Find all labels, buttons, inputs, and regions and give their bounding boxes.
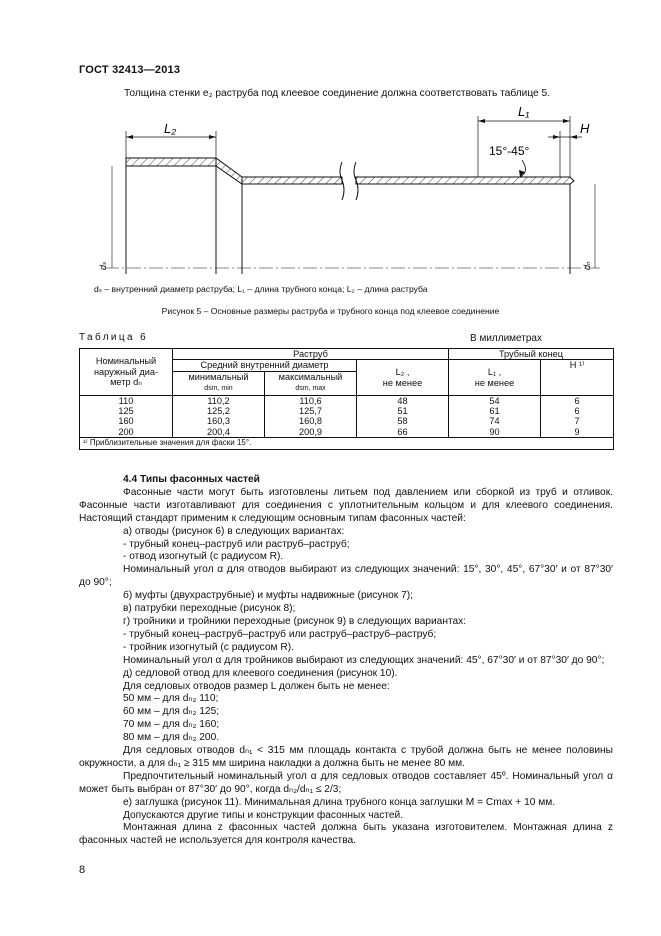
table-row: 110 110,2 110,6 48 54 6 (80, 395, 614, 406)
head-min: минимальный dsm, min (173, 371, 265, 395)
table-row: 160 160,3 160,8 58 74 7 (80, 416, 614, 426)
paragraph: Допускаются другие типы и конструкции фасонных частей. (123, 809, 404, 821)
table-row: 125 125,2 125,7 51 61 6 (80, 406, 614, 416)
paragraph: Номинальный угол α для отводов выбирают из следующих значений: 15°, 30°, 45°, 67°30′ и от 87°30′ до 90°; (79, 564, 613, 589)
head-nominal: Номинальный наружный диа- метр dₙ (80, 349, 173, 396)
list-item: - трубный конец–раструб–раструб или раструб–раструб–раструб; (123, 628, 437, 640)
list-item: 80 мм – для dₙ₂ 200. (123, 732, 220, 744)
dim-label-L2: L₂ (164, 121, 177, 136)
dim-label-ds: dₛ (98, 261, 108, 270)
paragraph: Номинальный угол α для тройников выбирают из следующих значений: 45°, 67°30′ и от 87°30′ до 90°; (123, 654, 605, 666)
list-item: а) отводы (рисунок 6) в следующих вариантах: (123, 525, 345, 537)
list-item: - отвод изогнутый (с радиусом R). (123, 551, 284, 563)
figure-legend: dₛ – внутренний диаметр раструба; L₁ – длина трубного конца; L₂ – длина раструба (94, 284, 428, 294)
dim-label-L1: L₁ (518, 104, 530, 119)
head-H: H ¹⁾ (541, 360, 614, 395)
document-header: ГОСТ 32413—2013 (79, 64, 181, 76)
table-units: В миллиметрах (470, 333, 542, 344)
list-item: - трубный конец–раструб или раструб–раструб; (123, 538, 350, 550)
list-item: - тройник изогнутый (с радиусом R). (123, 641, 294, 653)
list-item: б) муфты (двухраструбные) и муфты надвижные (рисунок 7); (123, 590, 413, 602)
section-body (79, 474, 613, 848)
list-item: д) седловой отвод для клеевого соединения (рисунок 10). (123, 667, 398, 679)
list-item: Для седловых отводов размер L должен быть не менее: (123, 680, 390, 692)
paragraph: Предпочтительный номинальный угол α для седловых отводов составляет 45º. Номинальный угол α может быть выбран от 87°30′ до 90°, когда dₙ₂/dₙ₁ ≤ 2/3; (79, 770, 613, 795)
paragraph: Для седловых отводов dₙ₁ < 315 мм площадь контакта с трубой должна быть не менее половины окружности, а для dₙ₁ ≥ 315 мм ширина накладки а должна быть не менее 80 мм. (79, 745, 613, 769)
figure-socket-spigot (0, 0, 661, 300)
list-item: 70 мм – для dₙ₂ 160; (123, 719, 220, 731)
angle-label: 15°-45° (489, 144, 530, 158)
head-L2: L₂ , не менее (357, 360, 449, 395)
paragraph: Фасонные части могут быть изготовлены литьем под давлением или сборкой из труб и отливок. Фасонные части изготавливают для соединения с уплотнительным кольцом и для клеевого соединения. Настоящий стандарт применим к следующим основным типам фасонных частей: (79, 486, 613, 524)
page-number: 8 (79, 864, 86, 876)
head-max: максимальный dsm, max (265, 371, 357, 395)
list-item: г) тройники и тройники переходные (рисунок 9) в следующих вариантах: (123, 615, 467, 627)
list-item: в) патрубки переходные (рисунок 8); (123, 603, 296, 615)
figure-caption: Рисунок 5 – Основные размеры раструба и трубного конца под клеевое соединение (161, 306, 500, 316)
socket-wall (126, 158, 242, 184)
table-footnote: ¹⁾ Приблизительные значения для фаски 15°. (80, 438, 614, 449)
dim-label-H: H (580, 121, 590, 136)
head-spigot: Трубный конец (449, 349, 614, 360)
head-L1: L₁ , не менее (449, 360, 541, 395)
dim-label-dn: dₙ (582, 261, 592, 270)
pipe-wall-right (356, 177, 574, 184)
list-item: е) заглушка (рисунок 11). Минимальная длина трубного конца заглушки M = Cmax + 10 мм. (123, 796, 556, 808)
intro-sentence: Толщина стенки e₂ раструба под клеевое соединение должна соответствовать таблице 5. (124, 88, 551, 99)
table-row: 200 200,4 200,9 66 90 9 (80, 427, 614, 438)
pipe-wall-left (242, 177, 342, 184)
list-item: 50 мм – для dₙ₂ 110; (123, 693, 219, 705)
paragraph: Монтажная длина z фасонных частей должна быть указана изготовителем. Монтажная длина z фасонных частей не используется для контроля качества. (79, 822, 613, 847)
table-label: Таблица 6 (79, 332, 149, 343)
spec-table (79, 348, 614, 450)
section-heading: 4.4 Типы фасонных частей (123, 474, 260, 485)
list-item: 60 мм – для dₙ₂ 125; (123, 706, 220, 718)
head-avg-diam: Средний внутренний диаметр (173, 360, 357, 371)
head-socket: Раструб (173, 349, 449, 360)
